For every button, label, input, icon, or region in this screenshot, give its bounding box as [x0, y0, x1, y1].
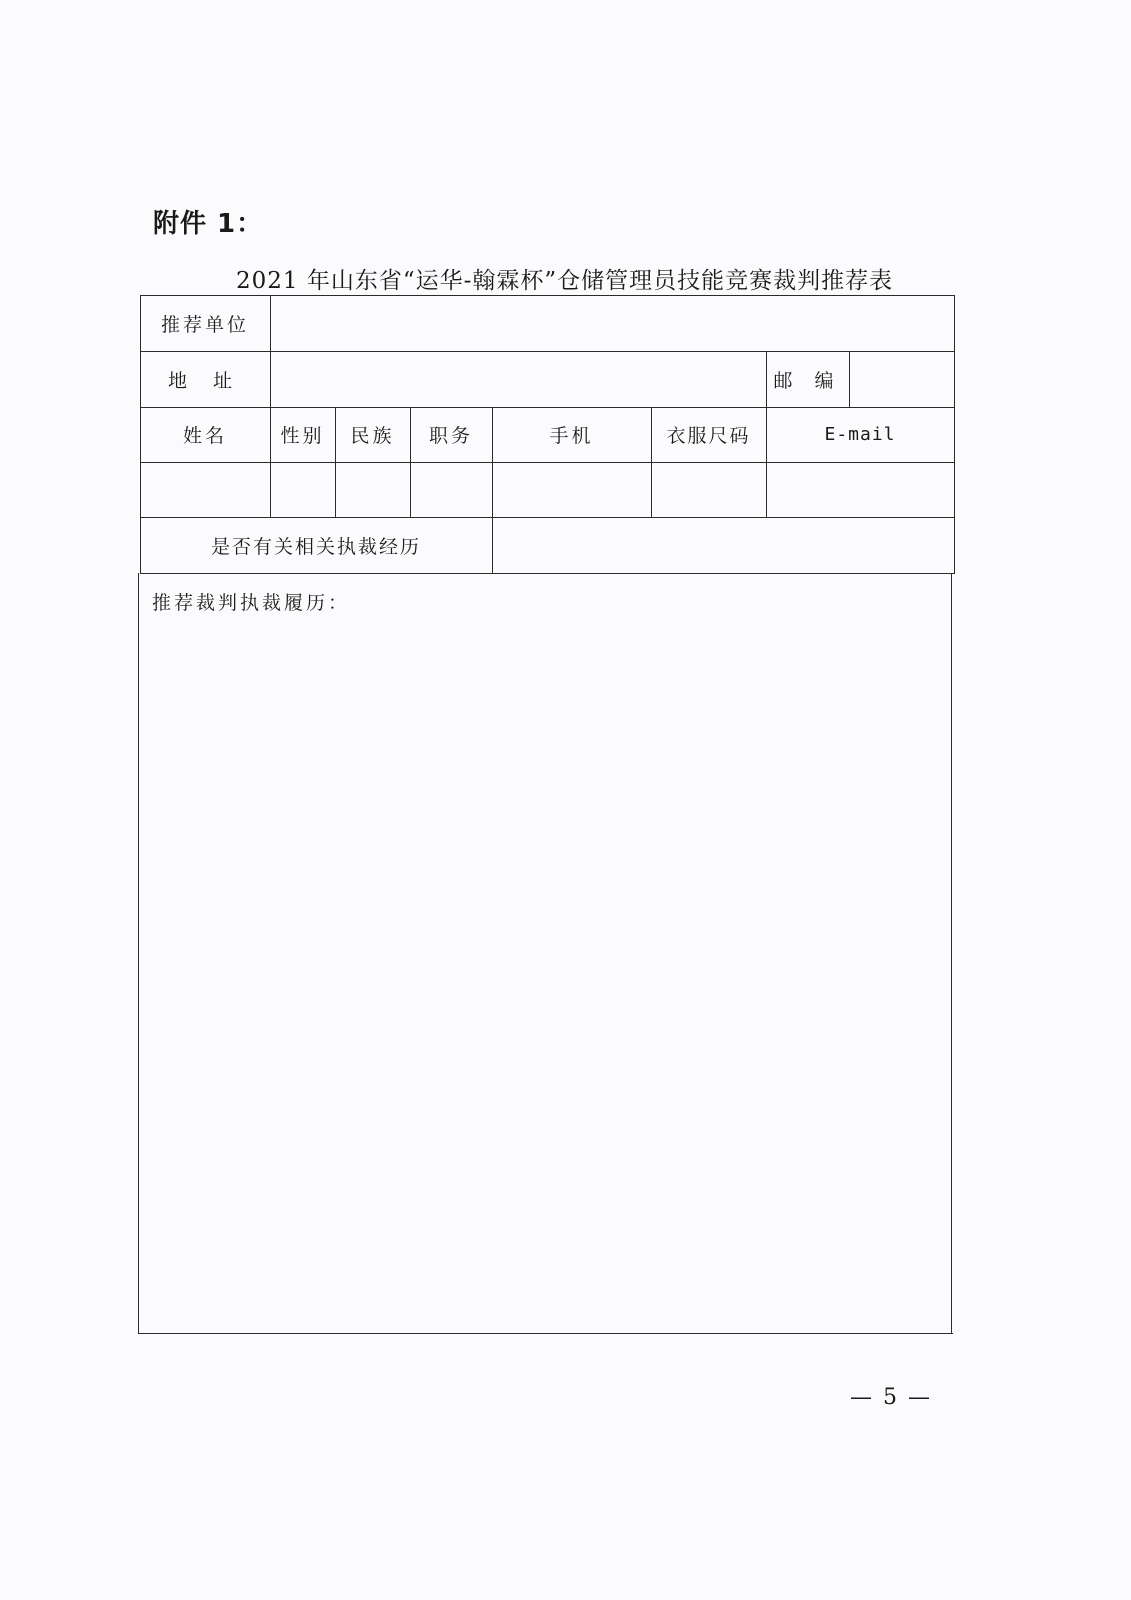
name-field[interactable] [141, 463, 270, 517]
grid-line [951, 573, 952, 1334]
recommend-unit-field[interactable] [271, 296, 954, 351]
page-number: — 5 — [850, 1385, 932, 1410]
grid-line [138, 1333, 953, 1334]
clothing-size-field[interactable] [652, 463, 766, 517]
experience-label: 是否有关相关执裁经历 [210, 535, 421, 558]
postal-code-field[interactable] [850, 352, 954, 407]
header-name: 姓名 [182, 425, 227, 447]
ethnicity-field[interactable] [336, 463, 410, 517]
form-title: 2021 年山东省“运华-翰霖杯”仓储管理员技能竞赛裁判推荐表 [236, 268, 894, 294]
postal-code-label: 邮 编 [773, 369, 842, 392]
header-mobile: 手机 [549, 425, 594, 447]
grid-line [954, 295, 955, 573]
header-email: E-mail [824, 424, 896, 445]
header-clothing-size: 衣服尺码 [666, 425, 751, 447]
header-ethnicity: 民族 [350, 425, 395, 447]
resume-label: 推荐裁判执裁履历： [152, 592, 351, 614]
header-position: 职务 [428, 425, 473, 447]
attachment-label: 附件 1： [153, 209, 264, 239]
gender-field[interactable] [271, 463, 335, 517]
email-field[interactable] [767, 463, 954, 517]
resume-field[interactable] [139, 620, 951, 1333]
experience-field[interactable] [493, 518, 954, 573]
address-label: 地 址 [167, 369, 243, 392]
header-gender: 性别 [280, 425, 325, 447]
position-field[interactable] [411, 463, 492, 517]
mobile-field[interactable] [493, 463, 651, 517]
address-field[interactable] [271, 352, 766, 407]
grid-line [140, 573, 955, 574]
recommend-unit-label: 推荐单位 [160, 313, 249, 336]
